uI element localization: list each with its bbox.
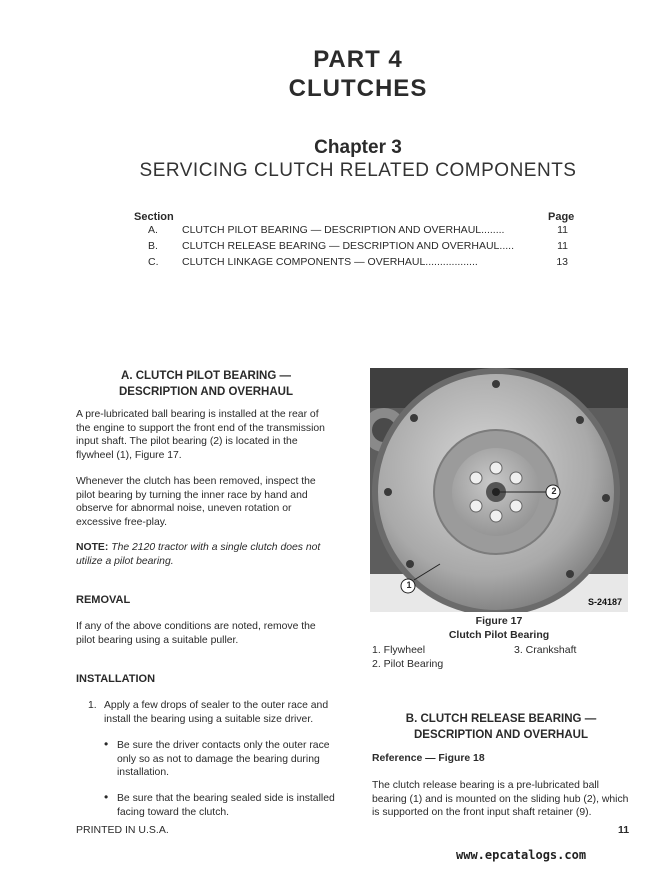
chapter-number: Chapter 3 [314, 137, 402, 158]
section-a-para1: A pre-lubricated ball bearing is installed at the rear of the engine to support the front end of the transmission input shaft. The pilot bearing (2) is located in the flywheel (1), Figure 17. [76, 409, 325, 461]
toc-row[interactable] [148, 256, 568, 270]
removal-heading: REMOVAL [76, 594, 131, 606]
toc-page: 11 [557, 240, 568, 252]
legend-item: 3. Crankshaft [514, 644, 577, 656]
photo-code: S-24187 [588, 597, 623, 607]
note-label: NOTE: [76, 542, 109, 553]
note-block [76, 541, 334, 568]
bullet-text: Be sure that the bearing sealed side is installed facing toward the clutch. [117, 793, 335, 818]
legend-item: 2. Pilot Bearing [372, 658, 444, 670]
section-b-para1: The clutch release bearing is a pre-lubricated ball bearing (1) and is mounted on the sliding hub (2), which is supported on the front input shaft retainer (9). [372, 780, 629, 818]
removal-text: If any of the above conditions are noted, remove the pilot bearing using a suitable puller. [76, 621, 316, 646]
step-number: 1. [88, 700, 97, 711]
toc-title: CLUTCH PILOT BEARING — DESCRIPTION AND OVERHAUL........ [182, 224, 505, 236]
note-text: The 2120 tractor with a single clutch does not utilize a pilot bearing. [76, 542, 321, 567]
chapter-title: SERVICING CLUTCH RELATED COMPONENTS [139, 160, 577, 181]
bullet-text: Be sure the driver contacts only the outer race only so as not to damage the bearing during installation. [117, 740, 330, 778]
step-text: Apply a few drops of sealer to the outer race and install the bearing using a suitable size driver. [104, 700, 329, 725]
reference-line: Reference — Figure 18 [372, 753, 485, 764]
installation-heading: INSTALLATION [76, 673, 156, 685]
printed-in: PRINTED IN U.S.A. [76, 824, 169, 836]
flywheel-photo [370, 368, 628, 612]
bullet-icon: • [104, 737, 109, 751]
bullet-icon: • [104, 790, 109, 804]
figure-caption: Figure 17 Clutch Pilot Bearing [448, 615, 550, 641]
watermark-url[interactable]: www.epcatalogs.com [456, 848, 587, 862]
section-a-para2: Whenever the clutch has been removed, inspect the pilot bearing by turning the inner race by hand and observe for abnormal noise, uneven rotation or excessive free-play. [76, 476, 316, 528]
callout-2: 2 [551, 486, 557, 496]
page-number: 11 [618, 824, 630, 836]
toc-title: CLUTCH LINKAGE COMPONENTS — OVERHAUL.................. [182, 256, 478, 268]
callout-1: 1 [406, 580, 412, 590]
toc-letter: A. [148, 224, 158, 236]
section-b-heading: B. CLUTCH RELEASE BEARING — DESCRIPTION AND OVERHAUL [405, 713, 597, 741]
toc-page: 11 [557, 224, 568, 236]
toc-section-label: Section [134, 211, 174, 223]
toc-page-label: Page [548, 211, 575, 223]
section-a-heading: A. CLUTCH PILOT BEARING — DESCRIPTION AND OVERHAUL [119, 370, 293, 398]
part-title: CLUTCHES [288, 75, 428, 102]
toc-row[interactable] [148, 240, 568, 254]
toc-row[interactable] [148, 224, 568, 238]
toc-title: CLUTCH RELEASE BEARING — DESCRIPTION AND OVERHAUL..... [182, 240, 514, 252]
toc-letter: B. [148, 240, 158, 252]
legend-item: 1. Flywheel [372, 644, 426, 656]
part-number: PART 4 [313, 46, 403, 73]
toc-letter: C. [148, 256, 159, 268]
toc-page: 13 [556, 256, 568, 268]
